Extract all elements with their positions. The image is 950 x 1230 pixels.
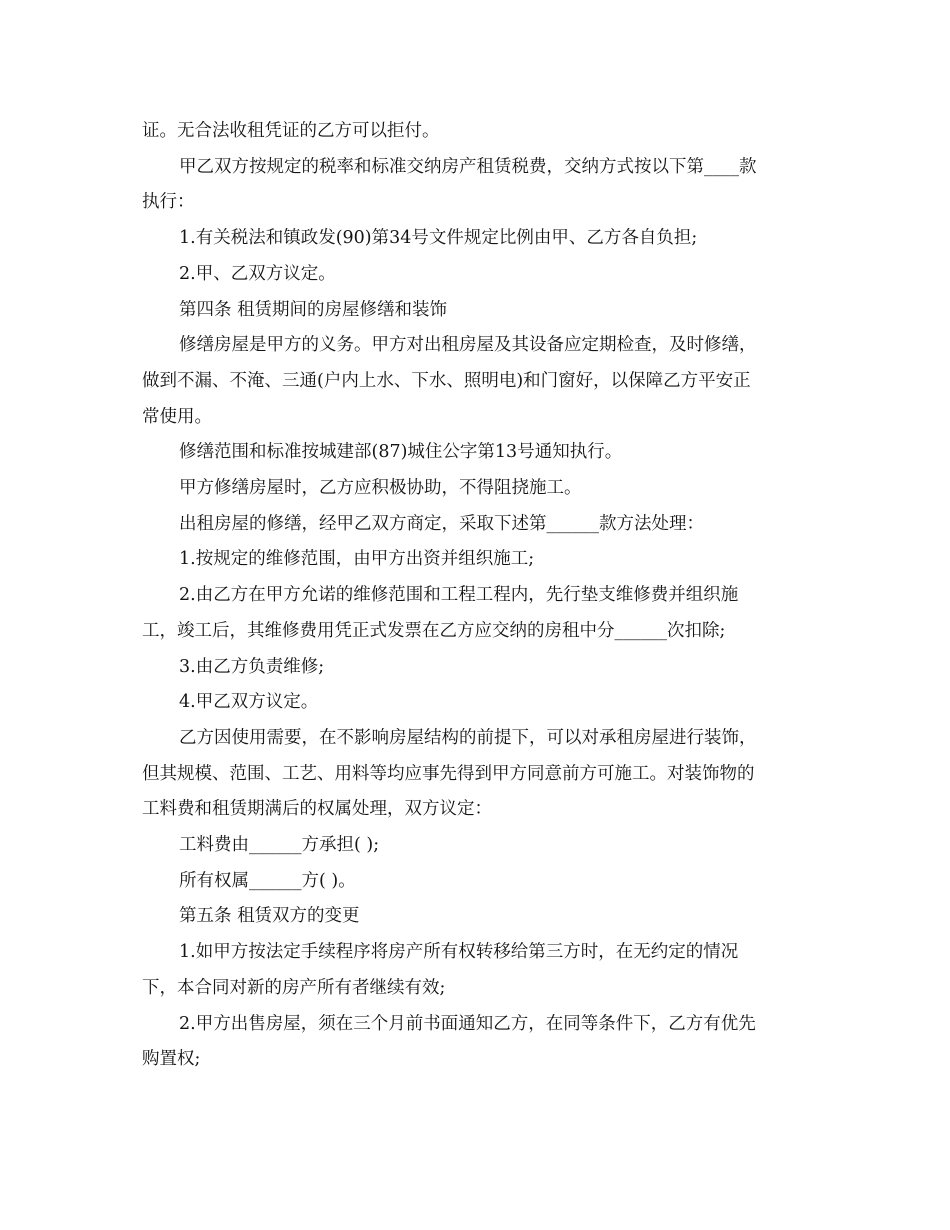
text-line: 修缮范围和标准按城建部(87)城住公字第13号通知执行。: [179, 442, 623, 463]
text-line: 2.甲、乙双方议定。: [179, 263, 336, 284]
text-line: 1.如甲方按法定手续程序将房产所有权转移给第三方时，在无约定的情况: [179, 942, 739, 963]
text-line: 出租房屋的修缮，经甲乙双方商定，采取下述第______款方法处理：: [179, 513, 704, 534]
text-line: 工料费由______方承担( );: [179, 835, 380, 856]
text-line: 工，竣工后，其维修费用凭正式发票在乙方应交纳的房租中分______次扣除;: [142, 620, 726, 641]
text-line: 2.甲方出售房屋，须在三个月前书面通知乙方，在同等条件下，乙方有优先: [179, 1013, 756, 1034]
text-line: 证。无合法收租凭证的乙方可以拒付。: [142, 121, 440, 141]
text-line: 2.由乙方在甲方允诺的维修范围和工程工程内，先行垫支维修费并组织施: [179, 585, 739, 606]
text-line: 修缮房屋是甲方的义务。甲方对出租房屋及其设备应定期检查，及时修缮，: [179, 335, 757, 356]
text-line: 1.有关税法和镇政发(90)第34号文件规定比例由甲、乙方各自负担;: [179, 228, 698, 249]
text-line: 甲乙双方按规定的税率和标准交纳房产租赁税费，交纳方式按以下第____款: [179, 156, 757, 177]
text-line: 工料费和租赁期满后的权属处理，双方议定：: [142, 799, 492, 820]
document-body: [142, 114, 808, 1078]
section-heading: 第四条 租赁期间的房屋修缮和装饰: [179, 299, 448, 320]
text-line: 所有权属______方( )。: [179, 870, 356, 891]
section-heading: 第五条 租赁双方的变更: [179, 906, 360, 927]
text-line: 但其规模、范围、工艺、用料等均应事先得到甲方同意前方可施工。对装饰物的: [142, 763, 755, 784]
text-line: 做到不漏、不淹、三通(户内上水、下水、照明电)和门窗好，以保障乙方平安正: [142, 370, 751, 391]
text-line: 3.由乙方负责维修;: [179, 656, 325, 677]
text-line: 甲方修缮房屋时，乙方应积极协助，不得阻挠施工。: [179, 478, 582, 499]
text-line: 4.甲乙双方议定。: [179, 692, 319, 713]
text-line: 购置权;: [142, 1049, 201, 1070]
text-line: 常使用。: [142, 406, 212, 427]
text-line: 下，本合同对新的房产所有者继续有效;: [142, 977, 446, 998]
text-line: 执行：: [142, 192, 195, 213]
text-line: 1.按规定的维修范围，由甲方出资并组织施工;: [179, 549, 535, 570]
text-line: 乙方因使用需要，在不影响房屋结构的前提下，可以对承租房屋进行装饰，: [179, 727, 757, 748]
